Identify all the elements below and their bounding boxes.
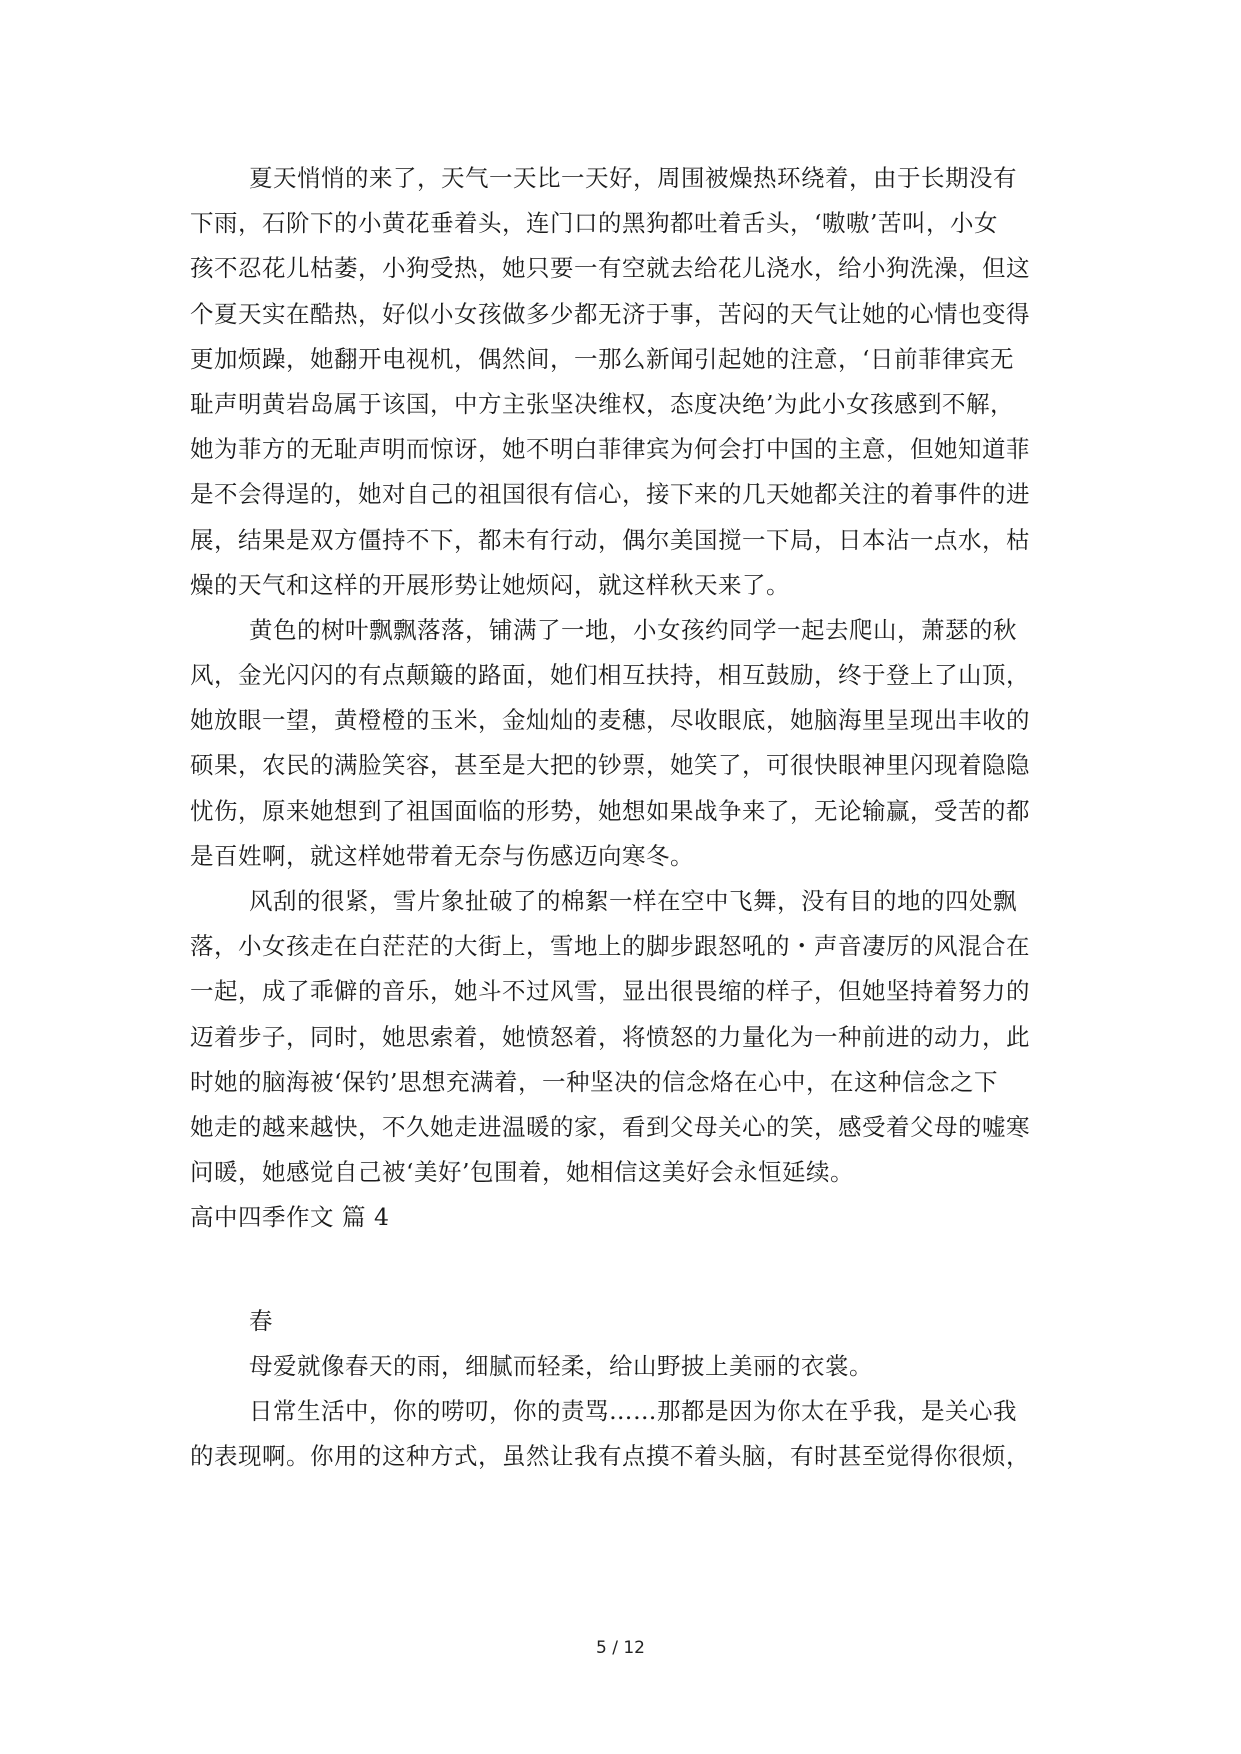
text-line: 是百姓啊，就这样她带着无奈与伤感迈向寒冬。 (190, 841, 694, 870)
section-gap (190, 1241, 1060, 1299)
text-line: 她放眼一望，黄橙橙的玉米，金灿灿的麦穗，尽收眼底，她脑海里呈现出丰收的 (190, 706, 1030, 735)
text-line: 黄色的树叶飘飘落落，铺满了一地，小女孩约同学一起去爬山，萧瑟的秋 (249, 615, 1017, 644)
text-line: 夏天悄悄的来了，天气一天比一天好，周围被燥热环绕着，由于长期没有 (249, 164, 1017, 192)
text-line: 母爱就像春天的雨，细腻而轻柔，给山野披上美丽的衣裳。 (249, 1351, 873, 1380)
text-line: 风，金光闪闪的有点颠簸的路面，她们相互扶持，相互鼓励，终于登上了山顶， (190, 661, 1030, 690)
text-line: 的表现啊。你用的这种方式，虽然让我有点摸不着头脑，有时甚至觉得你很烦， (190, 1442, 1030, 1471)
text-line: 个夏天实在酷热，好似小女孩做多少都无济于事，苦闷的天气让她的心情也变得 (190, 299, 1030, 328)
text-line: 耻声明黄岩岛属于该国，中方主张坚决维权，态度决绝’为此小女孩感到不解， (190, 389, 1014, 418)
text-line: 她走的越来越快，不久她走进温暖的家，看到父母关心的笑，感受着父母的嘘寒 (190, 1112, 1030, 1141)
text-line: 问暖，她感觉自己被‘美好’包围着，她相信这美好会永恒延续。 (190, 1158, 854, 1187)
text-line: 风刮的很紧，雪片象扯破了的棉絮一样在空中飞舞，没有目的地的四处飘 (249, 887, 1017, 915)
text-line: 时她的脑海被‘保钓’思想充满着，一种坚决的信念烙在心中，在这种信念之下 (190, 1067, 998, 1096)
text-line: 迈着步子，同时，她思索着，她愤怒着，将愤怒的力量化为一种前进的动力，此 (190, 1022, 1030, 1051)
text-line: 忧伤，原来她想到了祖国面临的形势，她想如果战争来了，无论输赢，受苦的都 (190, 796, 1030, 825)
text-line: 下雨，石阶下的小黄花垂着头，连门口的黑狗都吐着舌头，‘嗷嗷’苦叫，小女 (190, 209, 998, 238)
text-line: 是不会得逞的，她对自己的祖国很有信心，接下来的几天她都关注的着事件的进 (190, 480, 1030, 509)
page-number: 5 / 12 (596, 1638, 645, 1658)
text-line: 高中四季作文 篇 4 (190, 1203, 390, 1232)
text-line: 更加烦躁，她翻开电视机，偶然间，一那么新闻引起她的注意，‘日前菲律宾无 (190, 344, 1014, 373)
text-line: 一起，成了乖僻的音乐，她斗不过风雪，显出很畏缩的样子，但她坚持着努力的 (190, 977, 1030, 1006)
text-line: 展，结果是双方僵持不下，都未有行动，偶尔美国搅一下局，日本沾一点水，枯 (190, 525, 1030, 554)
text-line: 日常生活中，你的唠叨，你的责骂……那都是因为你太在乎我，是关心我 (249, 1396, 1017, 1425)
spring-section (190, 1299, 1060, 1480)
text-line: 燥的天气和这样的开展形势让她烦闷，就这样秋天来了。 (190, 570, 790, 599)
document-body (190, 156, 1060, 1479)
text-line: 硕果，农民的满脸笑容，甚至是大把的钞票，她笑了，可很快眼神里闪现着隐隐 (190, 751, 1030, 780)
text-line: 落，小女孩走在白茫茫的大街上，雪地上的脚步跟怒吼的・声音凄厉的风混合在 (190, 932, 1030, 961)
text-line: 孩不忍花儿枯萎，小狗受热，她只要一有空就去给花儿浇水，给小狗洗澡，但这 (190, 254, 1030, 283)
text-line: 春 (249, 1306, 273, 1335)
essay-paragraphs (190, 156, 1060, 1241)
text-line: 她为菲方的无耻声明而惊讶，她不明白菲律宾为何会打中国的主意，但她知道菲 (190, 435, 1030, 464)
